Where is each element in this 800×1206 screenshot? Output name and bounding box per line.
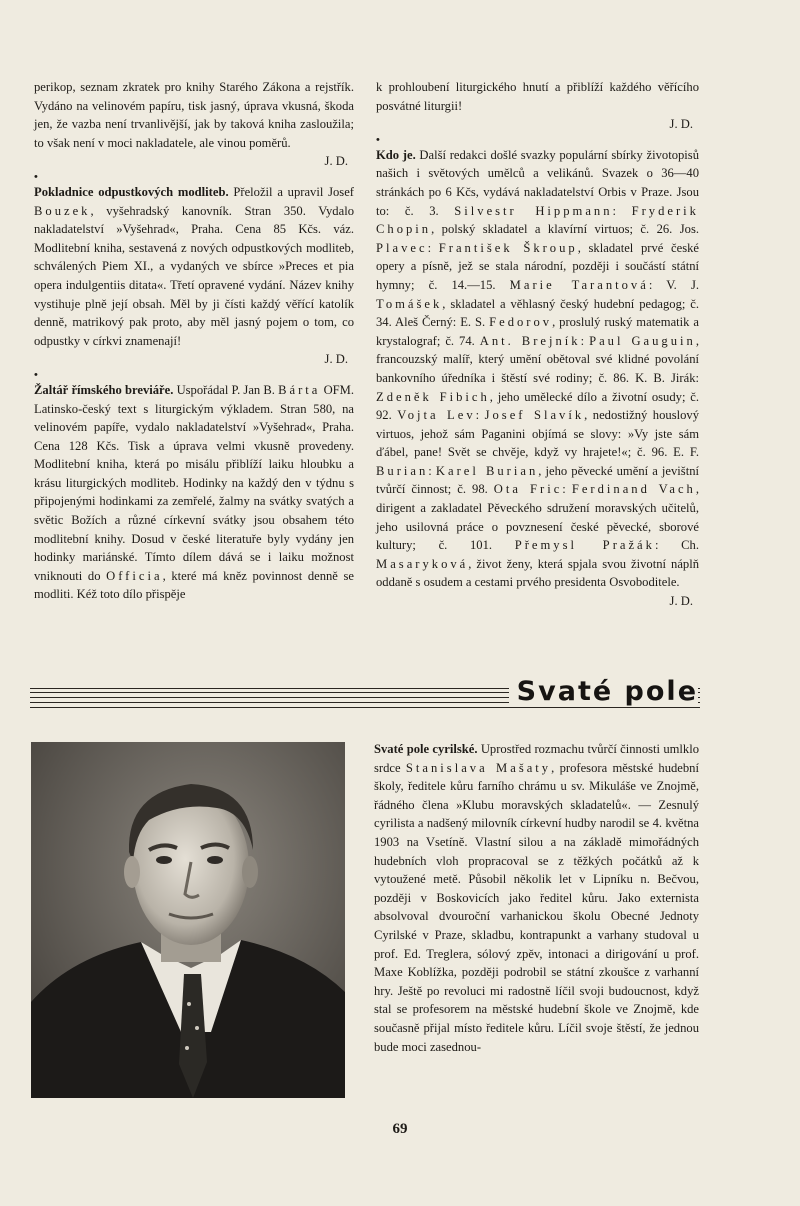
obituary-paragraph: Svaté pole cyrilské. Uprostřed rozmachu tvůrčí činnosti umlklo srdce Stanislava Mašaty, profesora městské hudební školy, ředitele kůru farního chrámu u sv. Mikuláše ve Znojmě, řádného člena »Klubu moravských skladatelů«. — Zesnulý cyrilista a nadšený milovník církevní hudby narodil se 4. května 1903 na Vsetíně. Vlastní silou a na základě mimořádných hudebních vloh propracoval se z těžkých počátků až k vytoužené metě. Působil několik let v Lipníku n. Bečvou, později v Boskovicích jako ředitel kůru. Jako externista absolvoval dvouroční varhanickou školu Obecné Jednoty Cyrilské v Praze, skladbu, kontrapunkt a varhany studoval u prof. Ed. Treglera, sólový zpěv, intonaci a dirigování u prof. Maxe Koblížka, později podrobil se státní zkoušce z varhanní hry. Ještě po revoluci mi radostně líčil svoji budoucnost, když stal se profesorem na městské hudební škole ve Znojmě, kde současně přijal místo ředitele kůru. Líčil svoje štěstí, že jednou bude moci zasednou- [374,742,699,1054]
page-number: 69 [392,1121,408,1137]
right-column [376,78,699,611]
signature: J. D. [669,594,693,609]
person-name: Stanislava Mašaty [405,760,552,775]
emphasized-word: Officia [106,568,163,583]
bullet-icon: • [376,133,380,146]
obituary-column [374,740,699,1056]
review-title: Pokladnice odpustkových modliteb. [34,184,229,199]
portrait-photo [31,742,345,1098]
review-kdo-je: Kdo je. Další redakci došlé svazky populární sbírky životopisů našich i světových umělců a velikánů. Svazek o 36—40 stránkách po 6 Kčs, vydává nakladatelství Orbis v Praze. Jsou to: č. 3. Silvestr Hippmann: Fryderik Chopin, polský skladatel a klavírní virtuos; č. 26. Jos. Plavec: František Škroup, skladatel prvé české opery a písně, jež se stala národní, později i součástí státní hymny; č. 14.—15. Marie Tarantová: V. J. Tomášek, skladatel a věhlasný český hudební pedagog; č. 34. Aleš Černý: E. S. Fedorov, proslulý ruský matematik a krystalograf; č. 74. Ant. Brejník: Paul Gauguin, francouzský malíř, který umění obětoval své klidné povolání bankovního úředníka i štěstí své rodiny; č. 86. K. B. Jirák: Zdeněk Fibich, jeho umělecké dílo a životní osudy; č. 92. Vojta Lev: Josef Slavík, nedostižný houslový virtuos, jehož sám Paganini objímá se slovy: »Vy jste sám ďábel, pane! Svět se chvěje, když vy hrajete!«; č. 96. E. F. Burian: Karel Burian, jeho pěvecké umění a jevištní tvůrčí činnost; č. 98. Ota Fric: Ferdinand Vach, dirigent a zakladatel Pěveckého sdružení moravských učitelů, jeho usilovná práce o povznesení české pěvecké, sborové kultury; č. 101. Přemysl Pražák: Ch. Masaryková, život ženy, která spjala svou životní náplň oddaně s osudem a cestami prvého presidenta Osvoboditele. [376,147,699,590]
left-column [34,78,354,604]
review-title: Žaltář římského breviáře. [34,382,174,397]
signature: J. D. [324,352,348,367]
bullet-icon: • [34,368,38,381]
signature: J. D. [324,154,348,169]
article-title: Svaté pole cyrilské. [374,742,478,756]
review-paragraph-end: k prohloubení liturgického hnutí a přiblíží každého věřícího posvátné liturgii! [376,80,699,113]
review-zaltar: Žaltář římského breviáře. Uspořádal P. Jan B. Bárta OFM. Latinsko-český text s liturgickým výkladem. Stran 580, na velinovém papíře, vydalo nakladatelství »Vyšehrad«, Praha. Cena 128 Kčs. Tisk a úprava velmi vkusně provedeny. Modlitební kniha, která po misálu přiblíží laiku hloubku a krásu liturgických modliteb. Hodinky na každý den v týdnu s připojenými hodinkami za zemřelé, žalmy na svátky svatých a světic Božích a různé církevní svátky jsou obsahem této modlitební knihy. Dosud v české literatuře byly vydány jen hodinky mariánské. Tímto dílem dává se i laiku možnost vniknouti do Officia, které má kněz povinnost denně se modliti. Kéž toto dílo přispěje [34,382,355,602]
review-title: Kdo je. [376,147,416,162]
author-name: Bárta [278,382,321,397]
portrait-image [31,742,345,1098]
review-paragraph-1: perikop, seznam zkratek pro knihy Starého Zákona a rejstřík. Vydáno na velinovém papíru, tisk jasný, úprava vkusná, škoda jen, že vazba není trvanlivější, jak by taková kniha zasloužila; to však není v moci nakladatele, ale vinou poměrů. [34,80,354,150]
signature: J. D. [669,117,693,132]
section-title: Svaté pole [509,676,698,707]
author-name: Bouzek [34,203,91,218]
bullet-icon: • [34,170,38,183]
review-pokladnice: Pokladnice odpustkových modliteb. Přeložil a upravil Josef Bouzek, vyšehradský kanovník. Stran 350. Vydalo nakladatelství »Vyšehrad«, Praha. Cena 85 Kčs. váz. Modlitební kniha, sestavená z nových odpustkových modliteb, schválených Piem XI., a vydaných ve sbírce »Preces et pia opera indulgentiis ditata«. Třetí opravené vydání. Název knihy vystihuje plně její obsah. Měl by ji čísti každý věřící katolík denně, matrikový pak proto, aby měl jasný pojem o tom, co odpustky v církvi znamenají! [34,184,354,348]
